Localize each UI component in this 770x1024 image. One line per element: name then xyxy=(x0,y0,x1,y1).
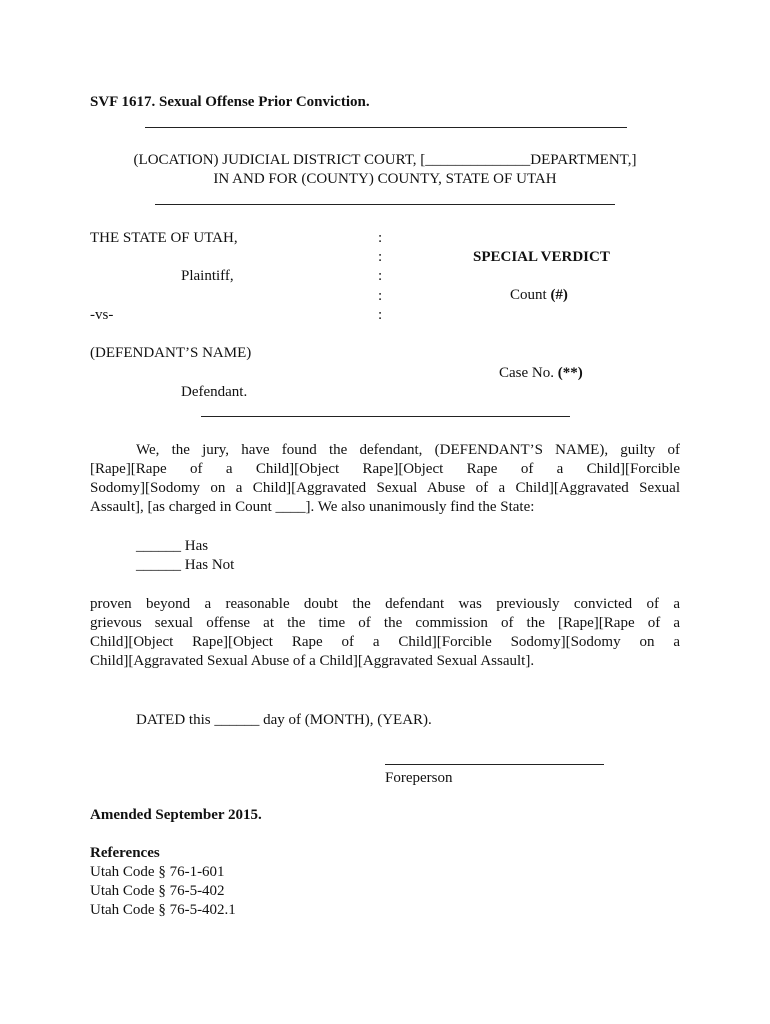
special-verdict-title: SPECIAL VERDICT xyxy=(473,249,610,265)
references-title: References xyxy=(90,845,160,861)
caption-colon: : xyxy=(378,288,383,304)
caption-colon: : xyxy=(378,268,383,284)
defendant-name: (DEFENDANT’S NAME) xyxy=(90,345,252,361)
count-value: (#) xyxy=(550,287,568,303)
court-line-1: (LOCATION) JUDICIAL DISTRICT COURT, [______________DEPARTMENT,] xyxy=(133,152,637,168)
state-of-utah: THE STATE OF UTAH, xyxy=(90,230,238,246)
heading-rule xyxy=(145,127,627,128)
versus-label: -vs- xyxy=(90,307,114,323)
option-has-not: ______ Has Not xyxy=(136,557,235,573)
caption-colon: : xyxy=(378,307,383,323)
case-number-line xyxy=(499,364,583,383)
amended-note: Amended September 2015. xyxy=(90,807,262,823)
case-label: Case No. xyxy=(499,365,554,381)
case-value: (**) xyxy=(557,365,583,381)
paragraph-line: Assault], [as charged in Count ____]. We also unanimously find the State: xyxy=(90,499,535,515)
plaintiff-label: Plaintiff, xyxy=(181,268,234,284)
verdict-paragraph-2 xyxy=(90,595,680,671)
paragraph-line: Child][Object Rape][Object Rape of a Child][Forcible Sodomy][Sodomy on a xyxy=(90,634,680,650)
caption-rule xyxy=(201,416,570,417)
paragraph-line: Child][Aggravated Sexual Abuse of a Child][Aggravated Sexual Assault]. xyxy=(90,653,535,669)
option-has: ______ Has xyxy=(136,538,209,554)
reference-item: Utah Code § 76-5-402 xyxy=(90,883,225,899)
signature-line xyxy=(385,764,604,765)
caption-colon: : xyxy=(378,230,383,246)
caption-colon: : xyxy=(378,249,383,265)
reference-item: Utah Code § 76-5-402.1 xyxy=(90,902,236,918)
dated-line: DATED this ______ day of (MONTH), (YEAR). xyxy=(136,712,432,728)
paragraph-line: proven beyond a reasonable doubt the defendant was previously convicted of a xyxy=(90,596,680,612)
paragraph-line: grievous sexual offense at the time of the commission of the [Rape][Rape of a xyxy=(90,615,680,631)
foreperson-label: Foreperson xyxy=(385,770,453,786)
court-line-2: IN AND FOR (COUNTY) COUNTY, STATE OF UTAH xyxy=(213,171,557,187)
paragraph-line: [Rape][Rape of a Child][Object Rape][Object Rape of a Child][Forcible xyxy=(90,461,680,477)
count-label: Count xyxy=(510,287,547,303)
verdict-paragraph-1 xyxy=(90,441,680,517)
paragraph-line: We, the jury, have found the defendant, (DEFENDANT’S NAME), guilty of xyxy=(136,442,680,458)
reference-item: Utah Code § 76-1-601 xyxy=(90,864,225,880)
defendant-label: Defendant. xyxy=(181,384,248,400)
document-heading: SVF 1617. Sexual Offense Prior Conviction. xyxy=(90,94,370,110)
court-rule xyxy=(155,204,615,205)
count-line xyxy=(510,286,568,305)
paragraph-line: Sodomy][Sodomy on a Child][Aggravated Sexual Abuse of a Child][Aggravated Sexual xyxy=(90,480,680,496)
